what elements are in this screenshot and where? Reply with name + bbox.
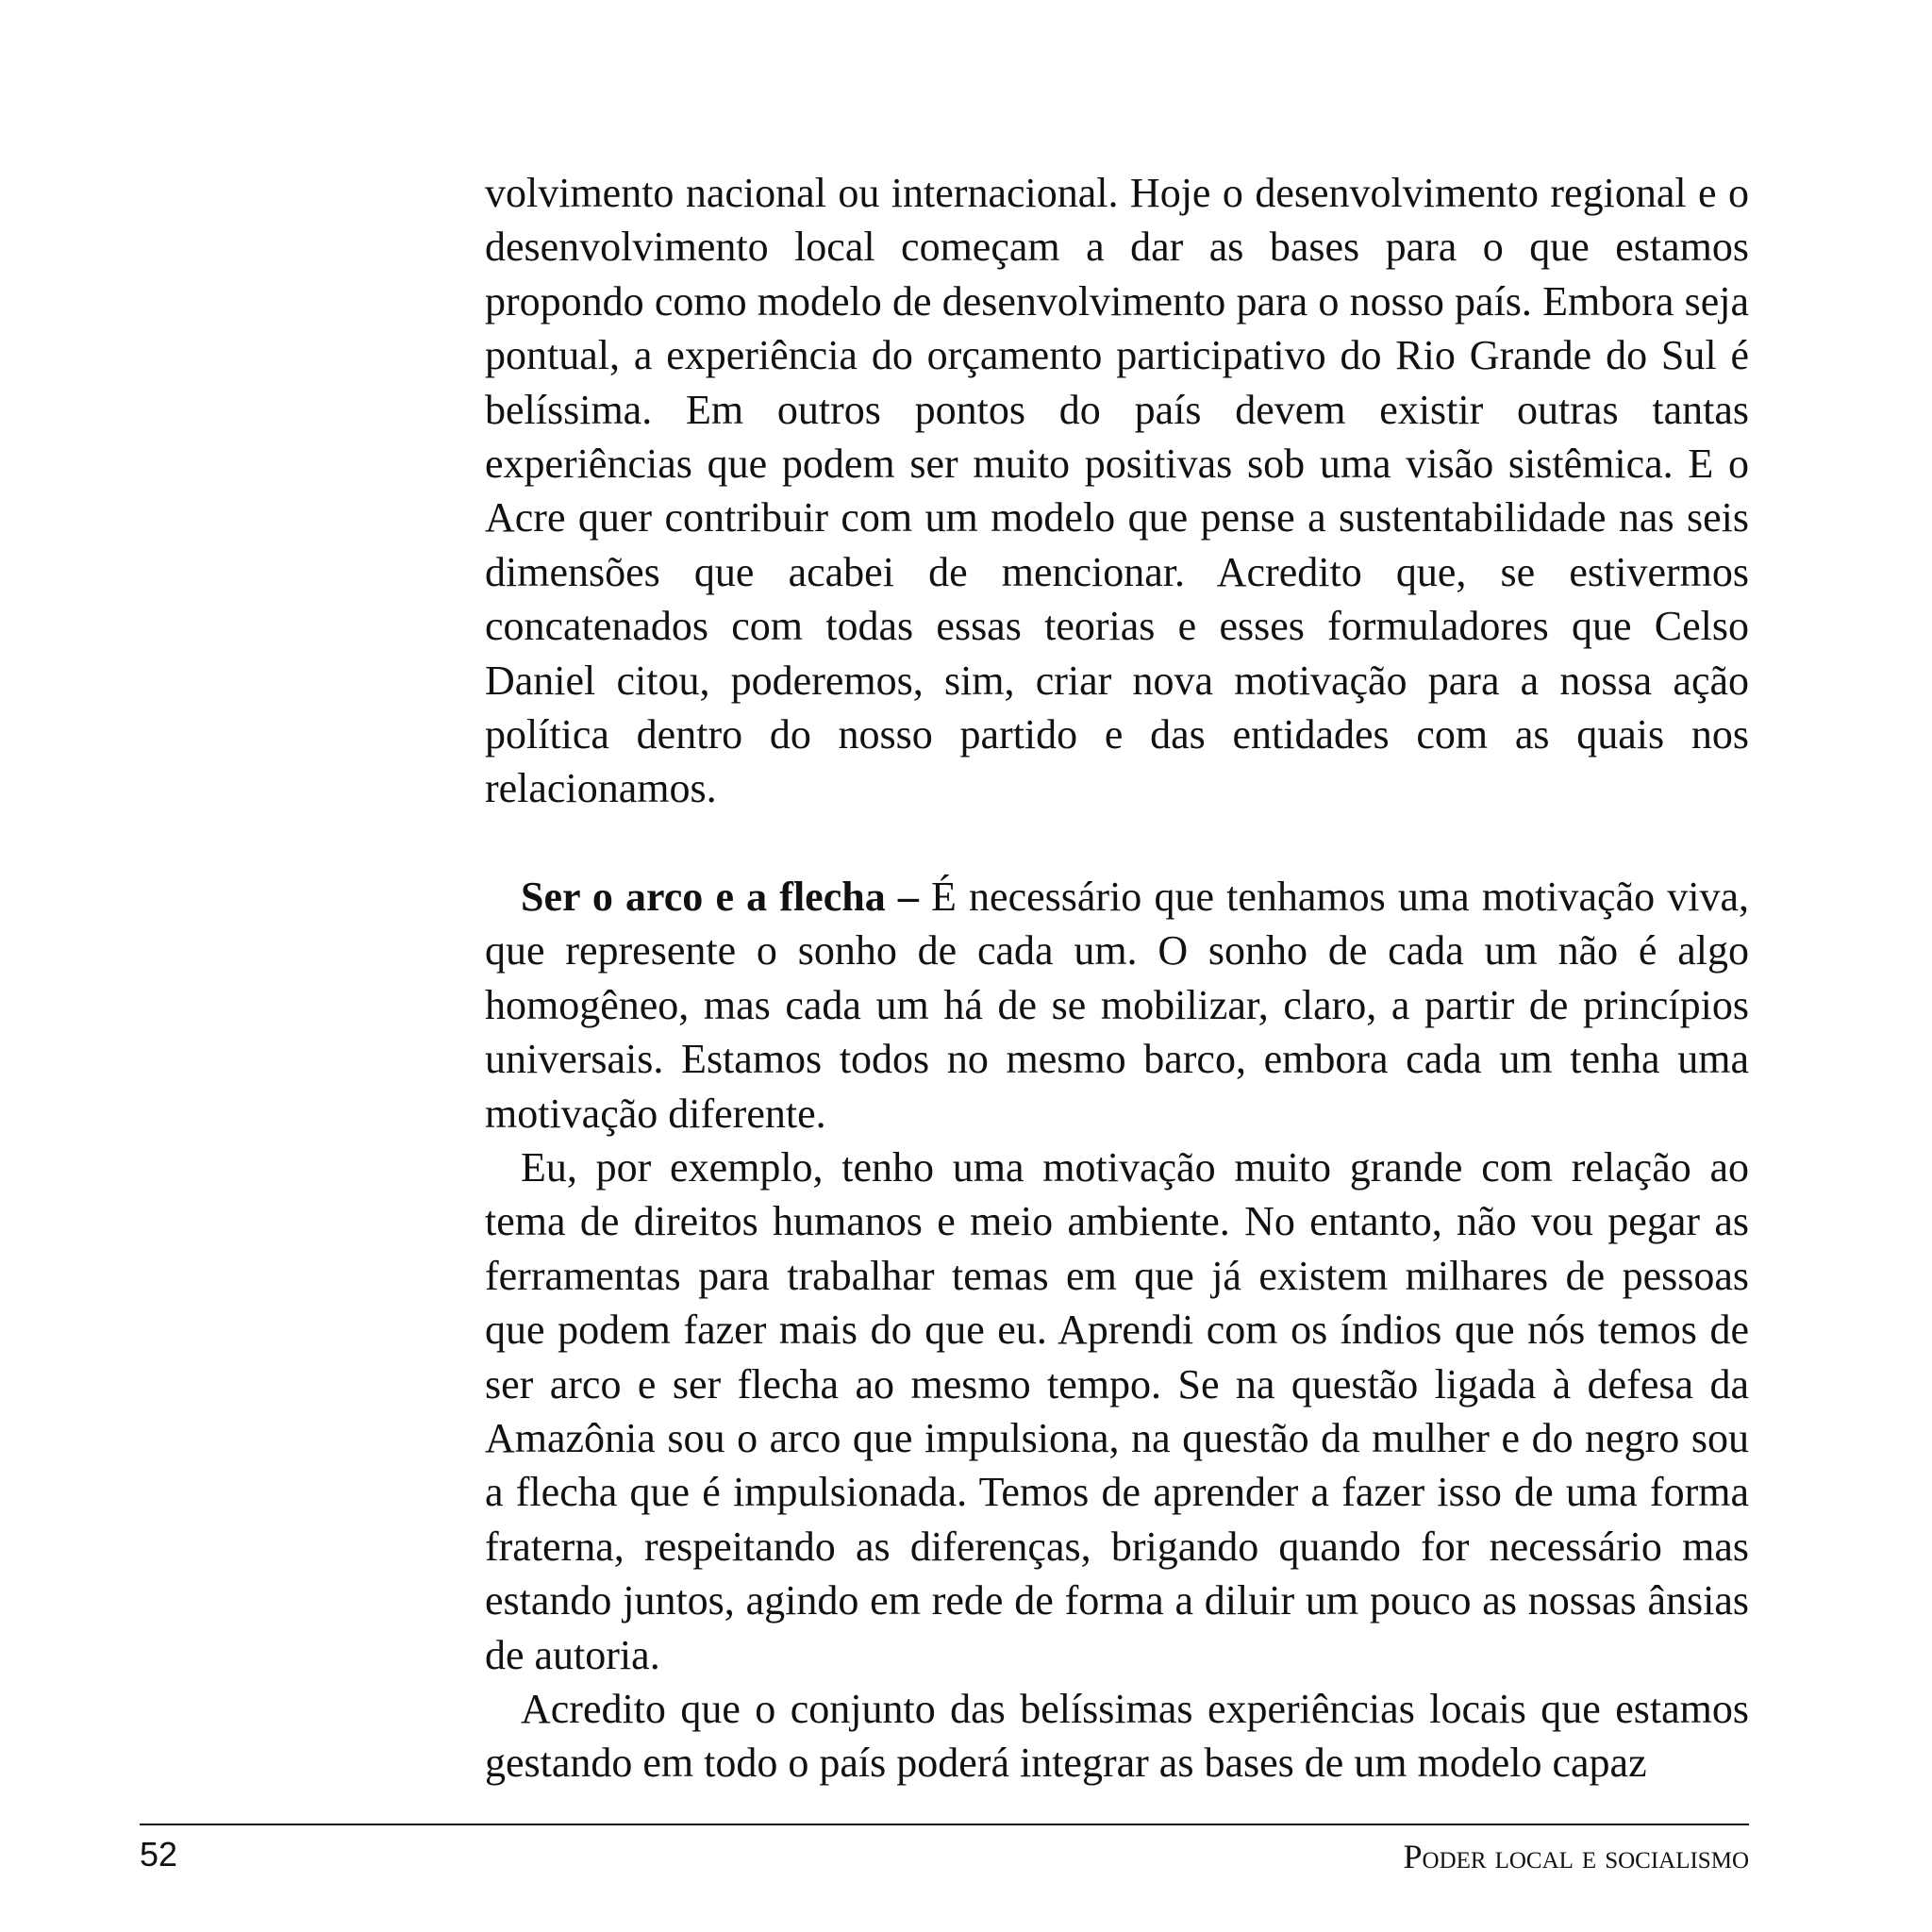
paragraph-1: volvimento nacional ou internacional. Hoje o desenvolvimento regional e o desenvolvimento local começam a dar as bases para o que estamos propondo como modelo de desenvolvimento para o nosso país. Embora seja pontual, a experiência do orçamento participativo do Rio Grande do Sul é belíssima. Em outros pontos do país devem existir outras tantas experiências que podem ser muito positivas sob uma visão sistêmica. E o Acre quer contribuir com um modelo que pense a sustentabilidade nas seis dimensões que acabei de mencionar. Acredito que, se estivermos concatenados com todas essas teorias e esses formuladores que Celso Daniel citou, poderemos, sim, criar nova motivação para a nossa ação política dentro do nosso partido e das entidades com as quais nos relacionamos. [485,170,1749,812]
paragraph-2-text: É necessário que tenhamos uma motivação viva, que represente o sonho de cada um. O sonho de cada um não é algo homogêneo, mas cada um há de se mobilizar, claro, a partir de princípios universais. Estamos todos no mesmo barco, embora cada um tenha uma motivação diferente. [485,873,1750,1137]
footer-rule [140,1824,1749,1825]
body-text [485,166,1749,1790]
paragraph-3: Eu, por exemplo, tenho uma motivação muito grande com relação ao tema de direitos humanos e meio ambiente. No entanto, não vou pegar as ferramentas para trabalhar temas em que já existem milhares de pessoas que podem fazer mais do que eu. Aprendi com os índios que nós temos de ser arco e ser flecha ao mesmo tempo. Se na questão ligada à defesa da Amazônia sou o arco que impulsiona, na questão da mulher e do negro sou a flecha que é impulsionada. Temos de aprender a fazer isso de uma forma fraterna, respeitando as diferenças, brigando quando for necessário mas estando juntos, agindo em rede de forma a diluir um pouco as nossas ânsias de autoria. [485,1143,1749,1678]
running-title: Poder local e socialismo [1403,1838,1749,1875]
page-number: 52 [140,1835,178,1874]
section-heading: Ser o arco e a flecha – [521,873,919,920]
paragraph-4: Acredito que o conjunto das belíssimas experiências locais que estamos gestando em todo o país poderá integrar as bases de um modelo capaz [485,1685,1749,1787]
paragraph-2 [485,870,1749,1141]
